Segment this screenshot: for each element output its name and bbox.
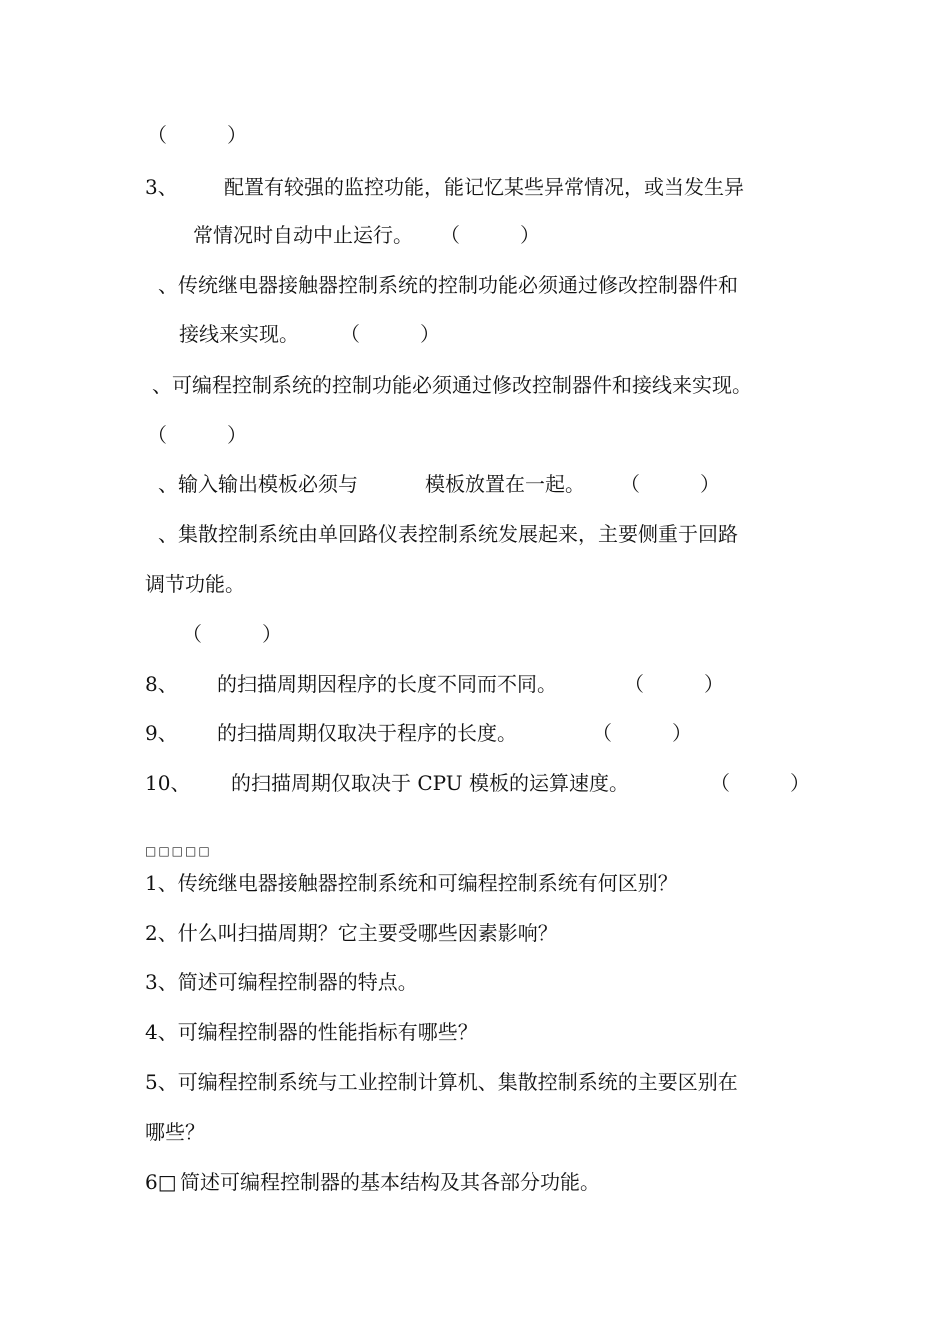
question-text: 、传统继电器接触器控制系统的控制功能必须通过修改控制器件和 [158,273,738,297]
question-text: 调节功能。 [145,572,245,596]
short-answer-question: 5、可编程控制系统与工业控制计算机、集散控制系统的主要区别在 [145,1070,738,1094]
question-text: 的扫描周期仅取决于程序的长度。 [217,721,517,745]
question-text: 配置有较强的监控功能，能记忆某些异常情况，或当发生异 [224,175,744,199]
question-number: 6□ [145,1170,177,1194]
answer-paren: （ ） [182,622,282,646]
question-number: 10、 [145,771,191,795]
question-text: 、输入输出模板必须与 [158,472,358,496]
answer-paren: （ ） [440,223,540,247]
question-text: 模板放置在一起。 [425,472,585,496]
short-answer-question: 哪些？ [145,1120,205,1144]
answer-paren: （ ） [620,472,720,496]
answer-paren: （ ） [710,771,810,795]
question-text: 接线来实现。 [179,322,299,346]
question-number: 8、 [145,672,178,696]
section-heading: □□□□□ [145,844,212,858]
answer-paren: （ ） [624,672,724,696]
short-answer-question: 4、可编程控制器的性能指标有哪些？ [145,1020,478,1044]
short-answer-question: 3、简述可编程控制器的特点。 [145,970,418,994]
short-answer-question: 2、什么叫扫描周期？它主要受哪些因素影响？ [145,921,558,945]
answer-paren: （ ） [147,423,247,447]
short-answer-question: 1、传统继电器接触器控制系统和可编程控制系统有何区别？ [145,871,678,895]
question-text: 的扫描周期因程序的长度不同而不同。 [217,672,557,696]
question-number: 3、 [145,175,178,199]
answer-paren: （ ） [147,123,247,147]
question-text: 常情况时自动中止运行。 [193,223,413,247]
answer-paren: （ ） [592,721,692,745]
question-text: 、可编程控制系统的控制功能必须通过修改控制器件和接线来实现。 [152,373,752,397]
answer-paren: （ ） [340,322,440,346]
question-text: 、集散控制系统由单回路仪表控制系统发展起来，主要侧重于回路 [158,522,738,546]
question-text: 的扫描周期仅取决于 CPU 模板的运算速度。 [231,771,629,795]
short-answer-question: 简述可编程控制器的基本结构及其各部分功能。 [180,1170,600,1194]
question-number: 9、 [145,721,178,745]
